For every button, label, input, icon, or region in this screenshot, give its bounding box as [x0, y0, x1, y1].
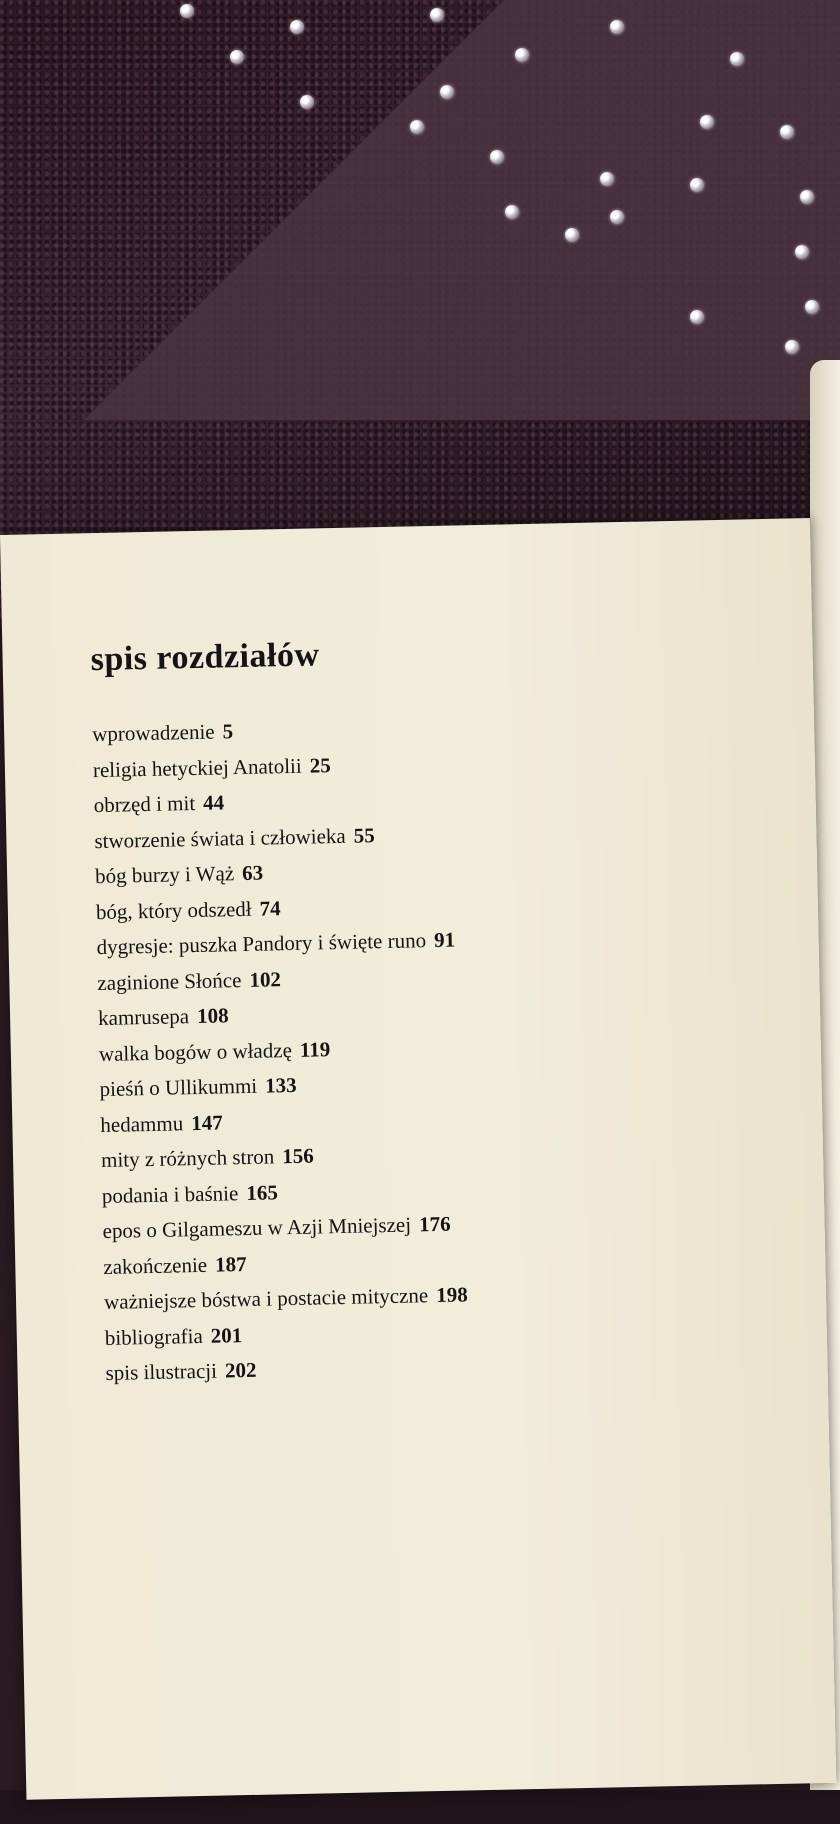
rhinestone: [795, 245, 809, 259]
page-title: spis rozdziałów: [90, 636, 320, 679]
toc-entry-page: 119: [299, 1036, 331, 1062]
velvet-cloth: [0, 0, 840, 420]
rhinestone: [785, 340, 799, 354]
rhinestone: [505, 205, 519, 219]
toc-entry-page: 63: [241, 860, 264, 886]
rhinestone: [690, 178, 704, 192]
toc-entry-page: 108: [196, 1003, 229, 1028]
toc-entry-page: 176: [418, 1211, 451, 1237]
toc-entry-label: religia hetyckiej Anatolii: [92, 753, 302, 782]
rhinestone: [410, 120, 424, 134]
toc-entry-label: mity z różnych stron: [100, 1144, 275, 1173]
rhinestone: [780, 125, 794, 139]
rhinestone: [565, 228, 579, 242]
toc-entry-label: hedammu: [100, 1110, 184, 1137]
toc-entry-label: bóg, który odszedł: [95, 896, 252, 924]
rhinestone: [290, 20, 304, 34]
table-of-contents: [90, 628, 746, 1392]
toc-entry-page: 165: [246, 1179, 279, 1205]
toc-entry-label: kamrusepa: [97, 1004, 190, 1031]
toc-entry-page: 156: [282, 1143, 315, 1169]
show-through-text: [361, 589, 761, 597]
toc-entry-label: spis ilustracji: [105, 1358, 218, 1385]
toc-entry-page: 5: [222, 719, 234, 744]
toc-entry-label: dygresje: puszka Pandory i święte runo: [96, 928, 427, 960]
toc-entry-label: pieśń o Ullikummi: [99, 1073, 258, 1102]
toc-entry-label: ważniejsze bóstwa i postacie mityczne: [103, 1283, 429, 1314]
rhinestone: [730, 52, 744, 66]
toc-entry-page: 44: [202, 790, 225, 815]
toc-entry-label: bóg burzy i Wąż: [94, 861, 235, 889]
toc-list: [92, 704, 746, 1392]
rhinestone: [300, 95, 314, 109]
toc-entry-label: wprowadzenie: [91, 719, 215, 747]
rhinestone: [180, 4, 194, 18]
toc-entry-page: 198: [435, 1282, 468, 1308]
toc-entry-page: 102: [249, 966, 282, 992]
toc-entry-label: walka bogów o władzę: [98, 1037, 293, 1066]
toc-entry-label: stworzenie świata i człowieka: [94, 823, 346, 853]
toc-entry-label: obrzęd i mit: [93, 790, 196, 818]
toc-entry-page: 55: [353, 822, 375, 848]
rhinestone: [515, 48, 529, 62]
book-page: [0, 518, 836, 1800]
toc-entry-page: 91: [433, 927, 456, 952]
toc-entry-page: 74: [259, 895, 281, 921]
toc-entry-page: 202: [224, 1357, 257, 1383]
rhinestone: [440, 85, 454, 99]
rhinestone: [230, 50, 244, 64]
rhinestone: [610, 20, 624, 34]
rhinestone: [610, 210, 624, 224]
toc-entry-label: zakończenie: [103, 1252, 208, 1279]
rhinestone: [690, 310, 704, 324]
rhinestone: [600, 172, 614, 186]
rhinestone: [805, 300, 819, 314]
toc-entry-label: epos o Gilgameszu w Azji Mniejszej: [102, 1212, 412, 1244]
toc-entry-label: bibliografia: [104, 1323, 204, 1350]
rhinestone: [800, 190, 814, 204]
rhinestone: [490, 150, 504, 164]
toc-entry-page: 201: [210, 1322, 243, 1348]
toc-entry-page: 147: [190, 1109, 223, 1135]
toc-entry-page: 187: [214, 1251, 247, 1277]
toc-entry-label: zaginione Słońce: [97, 967, 242, 995]
toc-entry-page: 133: [264, 1072, 297, 1098]
toc-entry-label: podania i baśnie: [101, 1180, 239, 1208]
rhinestone: [430, 8, 444, 22]
toc-entry-page: 25: [309, 752, 331, 778]
rhinestone: [700, 115, 714, 129]
